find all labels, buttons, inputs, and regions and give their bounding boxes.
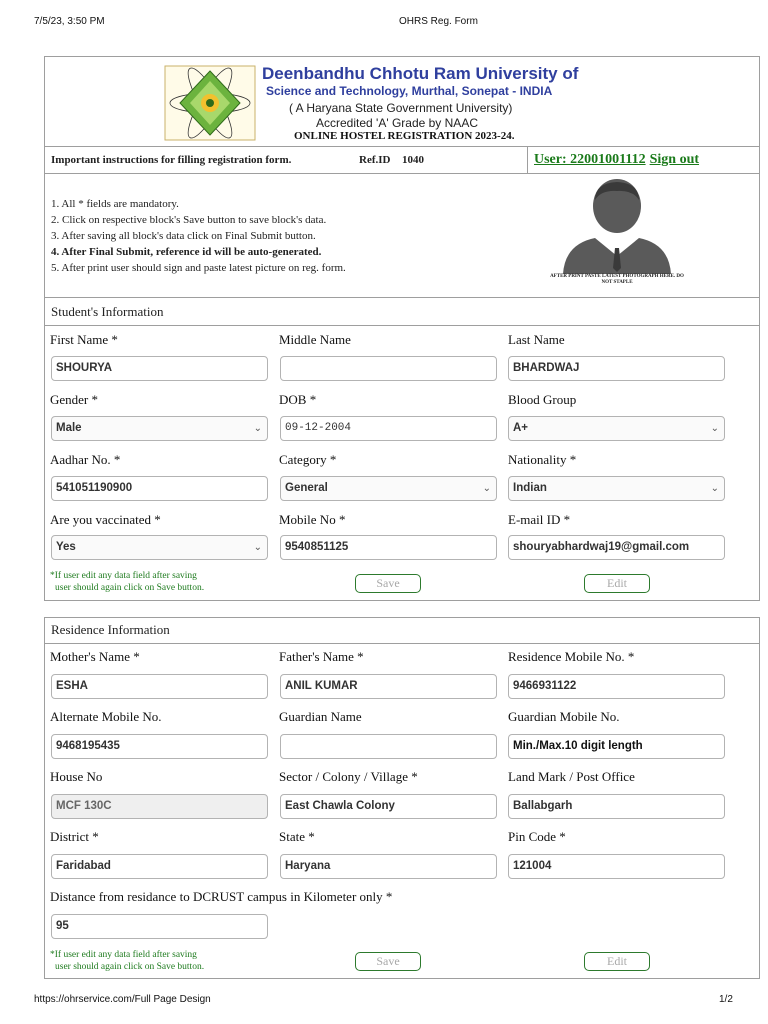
ref-id-label: Ref.ID xyxy=(359,154,391,166)
pincode-input[interactable]: 121004 xyxy=(508,854,725,879)
student-save-button[interactable]: Save xyxy=(355,574,421,593)
chevron-down-icon: ⌄ xyxy=(710,483,719,494)
aadhar-input[interactable]: 541051190900 xyxy=(51,476,268,501)
gender-label: Gender * xyxy=(50,392,99,407)
university-header xyxy=(45,57,759,145)
user-id-label: User: 22001001112 xyxy=(534,152,646,167)
first-name-label: First Name * xyxy=(50,332,118,347)
vaccinated-select[interactable] xyxy=(51,535,268,560)
guardian-mobile-label: Guardian Mobile No. xyxy=(508,709,620,724)
sector-input[interactable]: East Chawla Colony xyxy=(280,794,497,819)
house-no-input[interactable]: MCF 130C xyxy=(51,794,268,819)
guardian-name-label: Guardian Name xyxy=(279,709,362,724)
district-input[interactable]: Faridabad xyxy=(51,854,268,879)
aadhar-label: Aadhar No. * xyxy=(50,452,121,467)
distance-label: Distance from residance to DCRUST campus in Kilometer only * xyxy=(50,889,393,904)
save-note-line2: user should again click on Save button. xyxy=(55,583,205,593)
print-footer-page: 1/2 xyxy=(719,994,733,1005)
residence-save-button[interactable]: Save xyxy=(355,952,421,971)
nationality-value: Indian xyxy=(513,482,547,494)
house-no-label: House No xyxy=(50,769,103,784)
nationality-label: Nationality * xyxy=(508,452,577,467)
district-label: District * xyxy=(50,829,99,844)
mobile-input[interactable]: 9540851125 xyxy=(280,535,497,560)
instruction-item: 3. After saving all block's data click on Final Submit button. xyxy=(51,230,316,242)
category-select[interactable] xyxy=(280,476,497,501)
instructions-title: Important instructions for filling registration form. xyxy=(51,154,292,166)
dob-input[interactable]: 09-12-2004 xyxy=(280,416,497,441)
alt-mobile-input[interactable]: 9468195435 xyxy=(51,734,268,759)
alt-mobile-label: Alternate Mobile No. xyxy=(50,709,162,724)
residence-section xyxy=(44,617,760,979)
state-input[interactable]: Haryana xyxy=(280,854,497,879)
middle-name-label: Middle Name xyxy=(279,332,351,347)
res-mobile-input[interactable]: 9466931122 xyxy=(508,674,725,699)
registration-form-top xyxy=(44,56,760,601)
email-label: E-mail ID * xyxy=(508,512,571,527)
print-datetime: 7/5/23, 3:50 PM xyxy=(34,16,105,27)
pincode-label: Pin Code * xyxy=(508,829,566,844)
instructions-list xyxy=(51,196,346,276)
chevron-down-icon: ⌄ xyxy=(253,423,262,434)
instruction-item: 4. After Final Submit, reference id will be auto-generated. xyxy=(51,246,322,258)
print-footer-url: https://ohrservice.com/Full Page Design xyxy=(34,994,211,1005)
father-name-label: Father's Name * xyxy=(279,649,364,664)
university-logo-icon xyxy=(164,65,256,141)
student-section-title: Student's Information xyxy=(51,304,164,319)
chevron-down-icon: ⌄ xyxy=(253,542,262,553)
vaccinated-value: Yes xyxy=(56,541,76,553)
email-input[interactable]: shouryabhardwaj19@gmail.com xyxy=(508,535,725,560)
guardian-mobile-input[interactable]: Min./Max.10 digit length xyxy=(508,734,725,759)
last-name-input[interactable]: BHARDWAJ xyxy=(508,356,725,381)
landmark-label: Land Mark / Post Office xyxy=(508,769,635,784)
blood-group-label: Blood Group xyxy=(508,392,577,407)
university-name: Deenbandhu Chhotu Ram University of xyxy=(262,64,579,83)
signout-label[interactable]: Sign out xyxy=(649,152,700,167)
chevron-down-icon: ⌄ xyxy=(710,423,719,434)
first-name-input[interactable]: SHOURYA xyxy=(51,356,268,381)
gender-value: Male xyxy=(56,422,82,434)
guardian-name-input[interactable] xyxy=(280,734,497,759)
student-edit-button[interactable]: Edit xyxy=(584,574,650,593)
photo-note: AFTER PRINT PASTE LATEST PHOTOGRAPH HERE. DO NOT STAPLE xyxy=(550,274,684,285)
mother-name-label: Mother's Name * xyxy=(50,649,140,664)
instruction-item: 5. After print user should sign and paste latest picture on reg. form. xyxy=(51,262,346,274)
university-govt: ( A Haryana State Government University) xyxy=(289,101,513,115)
user-signout-link[interactable] xyxy=(534,152,703,168)
university-location: Science and Technology, Murthal, Sonepat - INDIA xyxy=(266,84,553,98)
distance-input[interactable]: 95 xyxy=(51,914,268,939)
category-label: Category * xyxy=(279,452,337,467)
residence-edit-button[interactable]: Edit xyxy=(584,952,650,971)
blood-group-value: A+ xyxy=(513,422,529,434)
mobile-label: Mobile No * xyxy=(279,512,346,527)
blood-group-select[interactable] xyxy=(508,416,725,441)
save-note-line1: *If user edit any data field after saving xyxy=(50,950,197,960)
residence-section-title: Residence Information xyxy=(51,622,170,637)
photo-placeholder-icon xyxy=(555,178,679,288)
chevron-down-icon: ⌄ xyxy=(482,483,491,494)
print-page-title: OHRS Reg. Form xyxy=(399,16,478,27)
instruction-item: 2. Click on respective block's Save button to save block's data. xyxy=(51,214,327,226)
save-note-line1: *If user edit any data field after saving xyxy=(50,571,197,581)
gender-select[interactable] xyxy=(51,416,268,441)
vaccinated-label: Are you vaccinated * xyxy=(50,512,161,527)
mother-name-input[interactable]: ESHA xyxy=(51,674,268,699)
instructions-bar xyxy=(45,146,759,174)
registration-title: ONLINE HOSTEL REGISTRATION 2023-24. xyxy=(294,130,515,142)
sector-label: Sector / Colony / Village * xyxy=(279,769,418,784)
university-naac: Accredited 'A' Grade by NAAC xyxy=(316,116,478,130)
ref-id-value: 1040 xyxy=(402,154,424,166)
save-note-line2: user should again click on Save button. xyxy=(55,962,205,972)
dob-label: DOB * xyxy=(279,392,317,407)
state-label: State * xyxy=(279,829,315,844)
instruction-item: 1. All * fields are mandatory. xyxy=(51,198,179,210)
category-value: General xyxy=(285,482,328,494)
last-name-label: Last Name xyxy=(508,332,565,347)
res-mobile-label: Residence Mobile No. * xyxy=(508,649,635,664)
nationality-select[interactable] xyxy=(508,476,725,501)
landmark-input[interactable]: Ballabgarh xyxy=(508,794,725,819)
middle-name-input[interactable] xyxy=(280,356,497,381)
father-name-input[interactable]: ANIL KUMAR xyxy=(280,674,497,699)
